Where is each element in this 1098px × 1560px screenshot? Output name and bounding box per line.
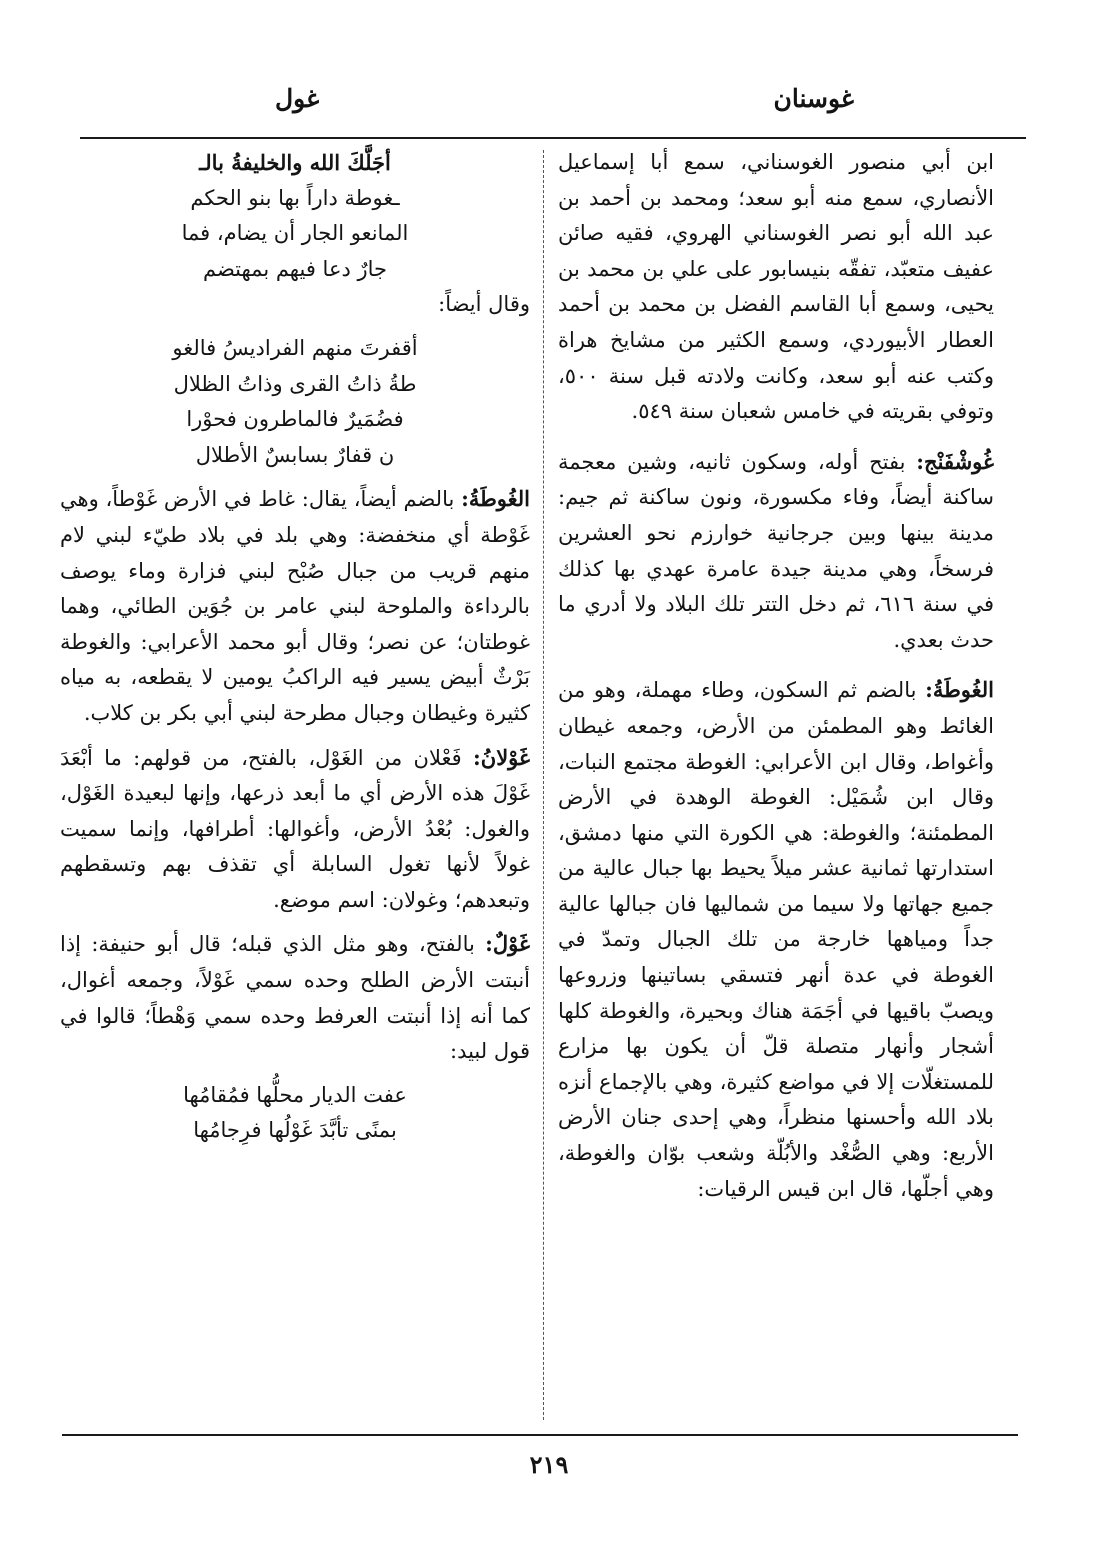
footer-rule <box>62 1434 1018 1436</box>
poem-line: طةُ ذاتُ القرى وذاتُ الظلال <box>173 371 417 396</box>
running-header <box>80 84 1024 124</box>
poem-line: فضُمَيرٌ فالماطرون فحوْرا <box>186 407 404 432</box>
entry-body: فَعْلان من الغَوْل، بالفتح، من قولهم: ما أبْعَدَ غَوْلَ هذه الأرض أي ما أبعد ذرعها، وإنها لبعيدة الغَوْل، والغول: بُعْدُ الأرض، وأغوالها: أطرافها، وإنما سميت غولاً لأنها تغول السابلة أي تقذف بهم وتسقطهم وتبعدهم؛ وغولان: اسم موضع. <box>60 745 530 912</box>
poem-line: عفت الديار محلُّها فمُقامُها <box>183 1082 407 1107</box>
entry-continuation: ابن أبي منصور الغوسناني، سمع أبا إسماعيل الأنصاري، سمع منه أبو سعد؛ ومحمد بن أحمد بن عبد الله أبو نصر الغوسناني الهروي، فقيه صائن عفيف متعبّد، تفقّه بنيسابور على علي بن محمد بن يحيى، وسمع أبا القاسم الفضل بن محمد بن أحمد العطار الأبيوردي، وسمع الكثير من مشايخ هراة وكتب عنه أبو سعد، وكانت ولادته قبل سنة ٥٠٠، وتوفي بقريته في خامس شعبان سنة ٥٤٩. <box>558 150 994 424</box>
poem-line: أجَلَّكَ الله والخليفةُ بالـ <box>199 150 391 175</box>
page-number: ٢١٩ <box>529 1450 569 1479</box>
entry-body: بفتح أوله، وسكون ثانيه، وشين معجمة ساكنة أيضاً، وفاء مكسورة، ونون ساكنة ثم جيم: مدينة بينها وبين جرجانية خوارزم نحو العشرين فرسخاً، وهي مدينة جيدة عامرة عهدي بها كذلك في سنة ٦١٦، ثم دخل التتر تلك البلاد ولا أدري ما حدث بعدي. <box>558 449 994 652</box>
entry-ghuta-tayy <box>60 481 530 731</box>
header-left-title: غول <box>275 84 320 113</box>
entry-headword: الغُوطَةُ: <box>461 486 530 512</box>
entry-ghushfanj <box>558 444 994 659</box>
header-rule <box>80 137 1026 139</box>
poem-line: بمنًى تأبَّدَ غَوْلُها فرِجامُها <box>193 1118 397 1143</box>
poem-line: أقفرتَ منهم الفراديسُ فالغو <box>172 335 418 360</box>
left-column <box>60 145 530 1149</box>
entry-ghuta <box>558 672 994 1207</box>
entry-headword: غُوشْفَنْج: <box>916 448 994 474</box>
poem-line: جارٌ دعا فيهم بمهتضم <box>202 256 388 281</box>
entry-body: بالضم ثم السكون، وطاء مهملة، وهو من الغائط وهو المطمئن من الأرض، وجمعه غيطان وأغواط، وقال ابن الأعرابي: الغوطة مجتمع النبات، وقال ابن شُمَيْل: الغوطة الوهدة في الأرض المطمئنة؛ والغوطة: هي الكورة التي منها دمشق، استدارتها ثمانية عشر ميلاً يحيط بها جبال عالية من جميع جهاتها ولا سيما من شماليها فان جبالها عالية جداً ومياهها خارجة من تلك الجبال وتمدّ في الغوطة في عدة أنهر فتسقي بساتينها وزروعها ويصبّ باقيها في أجَمَة هناك وبحيرة، والغوطة كلها أشجار وأنهار متصلة قلّ أن يكون بها مزارع للمستغلّات إلا في مواضع كثيرة، وهي بالإجماع أنزه بلاد الله وأحسنها منظراً، وهي إحدى جنان الأرض الأربع: وهي الصُّغْد والأبُلّة وشعب بوّان والغوطة، وهي أجلّها، قال ابن قيس الرقيات: <box>558 678 994 1201</box>
entry-headword: الغُوطَةُ: <box>925 677 994 703</box>
poem-stanza-1 <box>60 145 530 287</box>
entry-headword: غَوْلانُ: <box>473 744 530 770</box>
poem-stanza-2 <box>60 331 530 473</box>
poem-stanza-3 <box>60 1078 530 1149</box>
poem-line: المانعو الجار أن يضام، فما <box>181 221 409 246</box>
poem-line: ن قفارٌ بسابسٌ الأطلال <box>195 442 395 467</box>
entry-ghawl <box>60 926 530 1069</box>
entry-body: بالفتح، وهو مثل الذي قبله؛ قال أبو حنيفة: إذا أنبتت الأرض الطلح وحده سمي غَوْلاً، وجمعه أغوال، كما أنه إذا أنبتت العرفط وحده سمي وَهْطاً؛ قالوا في قول لبيد: <box>60 932 530 1064</box>
entry-ghawlan <box>60 740 530 919</box>
entry-body: بالضم أيضاً، يقال: غاط في الأرض غَوْطاً، وهي غَوْطة أي منخفضة: وهي بلد في بلاد طيّء لبني لام منهم قريب من جبال صُبْح لبني فزارة وماء يوصف بالرداءة والملوحة لبني عامر بن جُوَين الطائي، وهما غوطتان؛ عن نصر؛ وقال أبو محمد الأعرابي: والغوطة بَرْثٌ أبيض يسير فيه الراكبُ يومين لا يقطعه، به مياه كثيرة وغيطان وجبال مطرحة لبني أبي بكر بن كلاب. <box>60 487 530 725</box>
entry-headword: غَوْلٌ: <box>485 931 530 957</box>
column-divider <box>543 150 544 1420</box>
poem-intro: وقال أيضاً: <box>438 292 530 317</box>
poem-line: ـغوطة داراً بها بنو الحكم <box>190 185 400 210</box>
right-column <box>558 145 994 1207</box>
header-right-title: غوسنان <box>773 84 854 113</box>
